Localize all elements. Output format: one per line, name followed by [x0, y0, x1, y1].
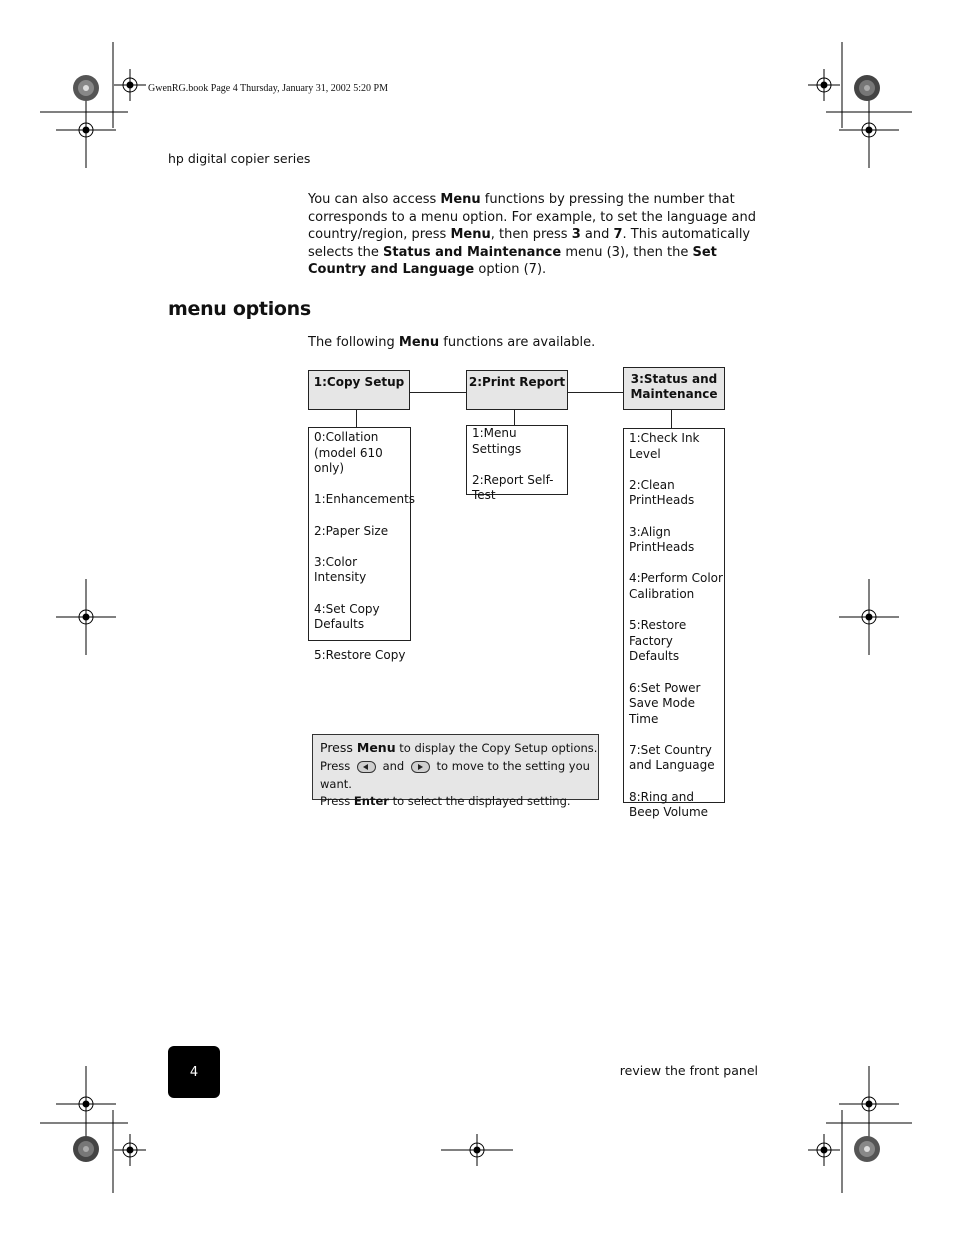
list-item: 5:Restore Copy: [314, 648, 406, 663]
print-report-options: [466, 425, 568, 503]
book-slug: GwenRG.book Page 4 Thursday, January 31, 2002 5:20 PM: [148, 83, 388, 94]
running-footer: review the front panel: [619, 1063, 758, 1078]
list-item: 2:Paper Size: [314, 523, 389, 538]
list-item: 2:Report Self-Test: [472, 472, 554, 503]
connector-line: [409, 392, 467, 393]
copy-setup-options: [308, 427, 416, 663]
list-item: 2:Clean PrintHeads: [629, 477, 695, 508]
left-arrow-icon: [357, 761, 376, 773]
list-item: 8:Ring and Beep Volume: [629, 789, 709, 820]
list-item: 1:Menu Settings: [472, 426, 522, 456]
instruction-note: [312, 734, 599, 808]
list-item: 5:Restore Factory Defaults: [629, 618, 687, 664]
list-item: 1:Enhancements: [314, 492, 416, 507]
page-number: 4: [168, 1046, 220, 1098]
status-options: [623, 428, 725, 820]
note-line-1: Press Menu to display the Copy Setup options.: [320, 740, 598, 755]
connector-line: [356, 409, 357, 428]
section-heading: menu options: [168, 298, 311, 320]
intro-paragraph: You can also access Menu functions by pressing the number that corresponds to a menu option. For example, to set the language and country/region, press Menu, then press 3 and 7. This automatically selects the Status and Maintenance menu (3), then the Set Country and Language option (7).: [308, 192, 757, 277]
list-item: 4:Perform Color Calibration: [629, 571, 723, 601]
copy-setup-menu-header: 1:Copy Setup: [308, 370, 410, 410]
note-line-3: Press Enter to select the displayed setting.: [320, 794, 571, 808]
list-item: 0:Collation (model 610 only): [314, 430, 383, 476]
right-arrow-icon: [411, 761, 430, 773]
connector-line: [514, 409, 515, 426]
list-item: 1:Check Ink Level: [629, 431, 700, 461]
running-header: hp digital copier series: [168, 151, 311, 166]
list-item: 3:Align PrintHeads: [629, 524, 695, 555]
status-menu-header: 3:Status and Maintenance: [623, 367, 725, 410]
lead-sentence: The following Menu functions are available.: [308, 335, 596, 350]
list-item: 3:Color Intensity: [314, 554, 367, 585]
list-item: 7:Set Country and Language: [629, 742, 715, 773]
connector-line: [567, 392, 624, 393]
list-item: 4:Set Copy Defaults: [314, 601, 380, 632]
print-report-menu-header: 2:Print Report: [466, 370, 568, 410]
connector-line: [671, 409, 672, 429]
list-item: 6:Set Power Save Mode Time: [629, 680, 701, 726]
note-line-2: Press and to move to the setting you want.: [320, 759, 590, 791]
